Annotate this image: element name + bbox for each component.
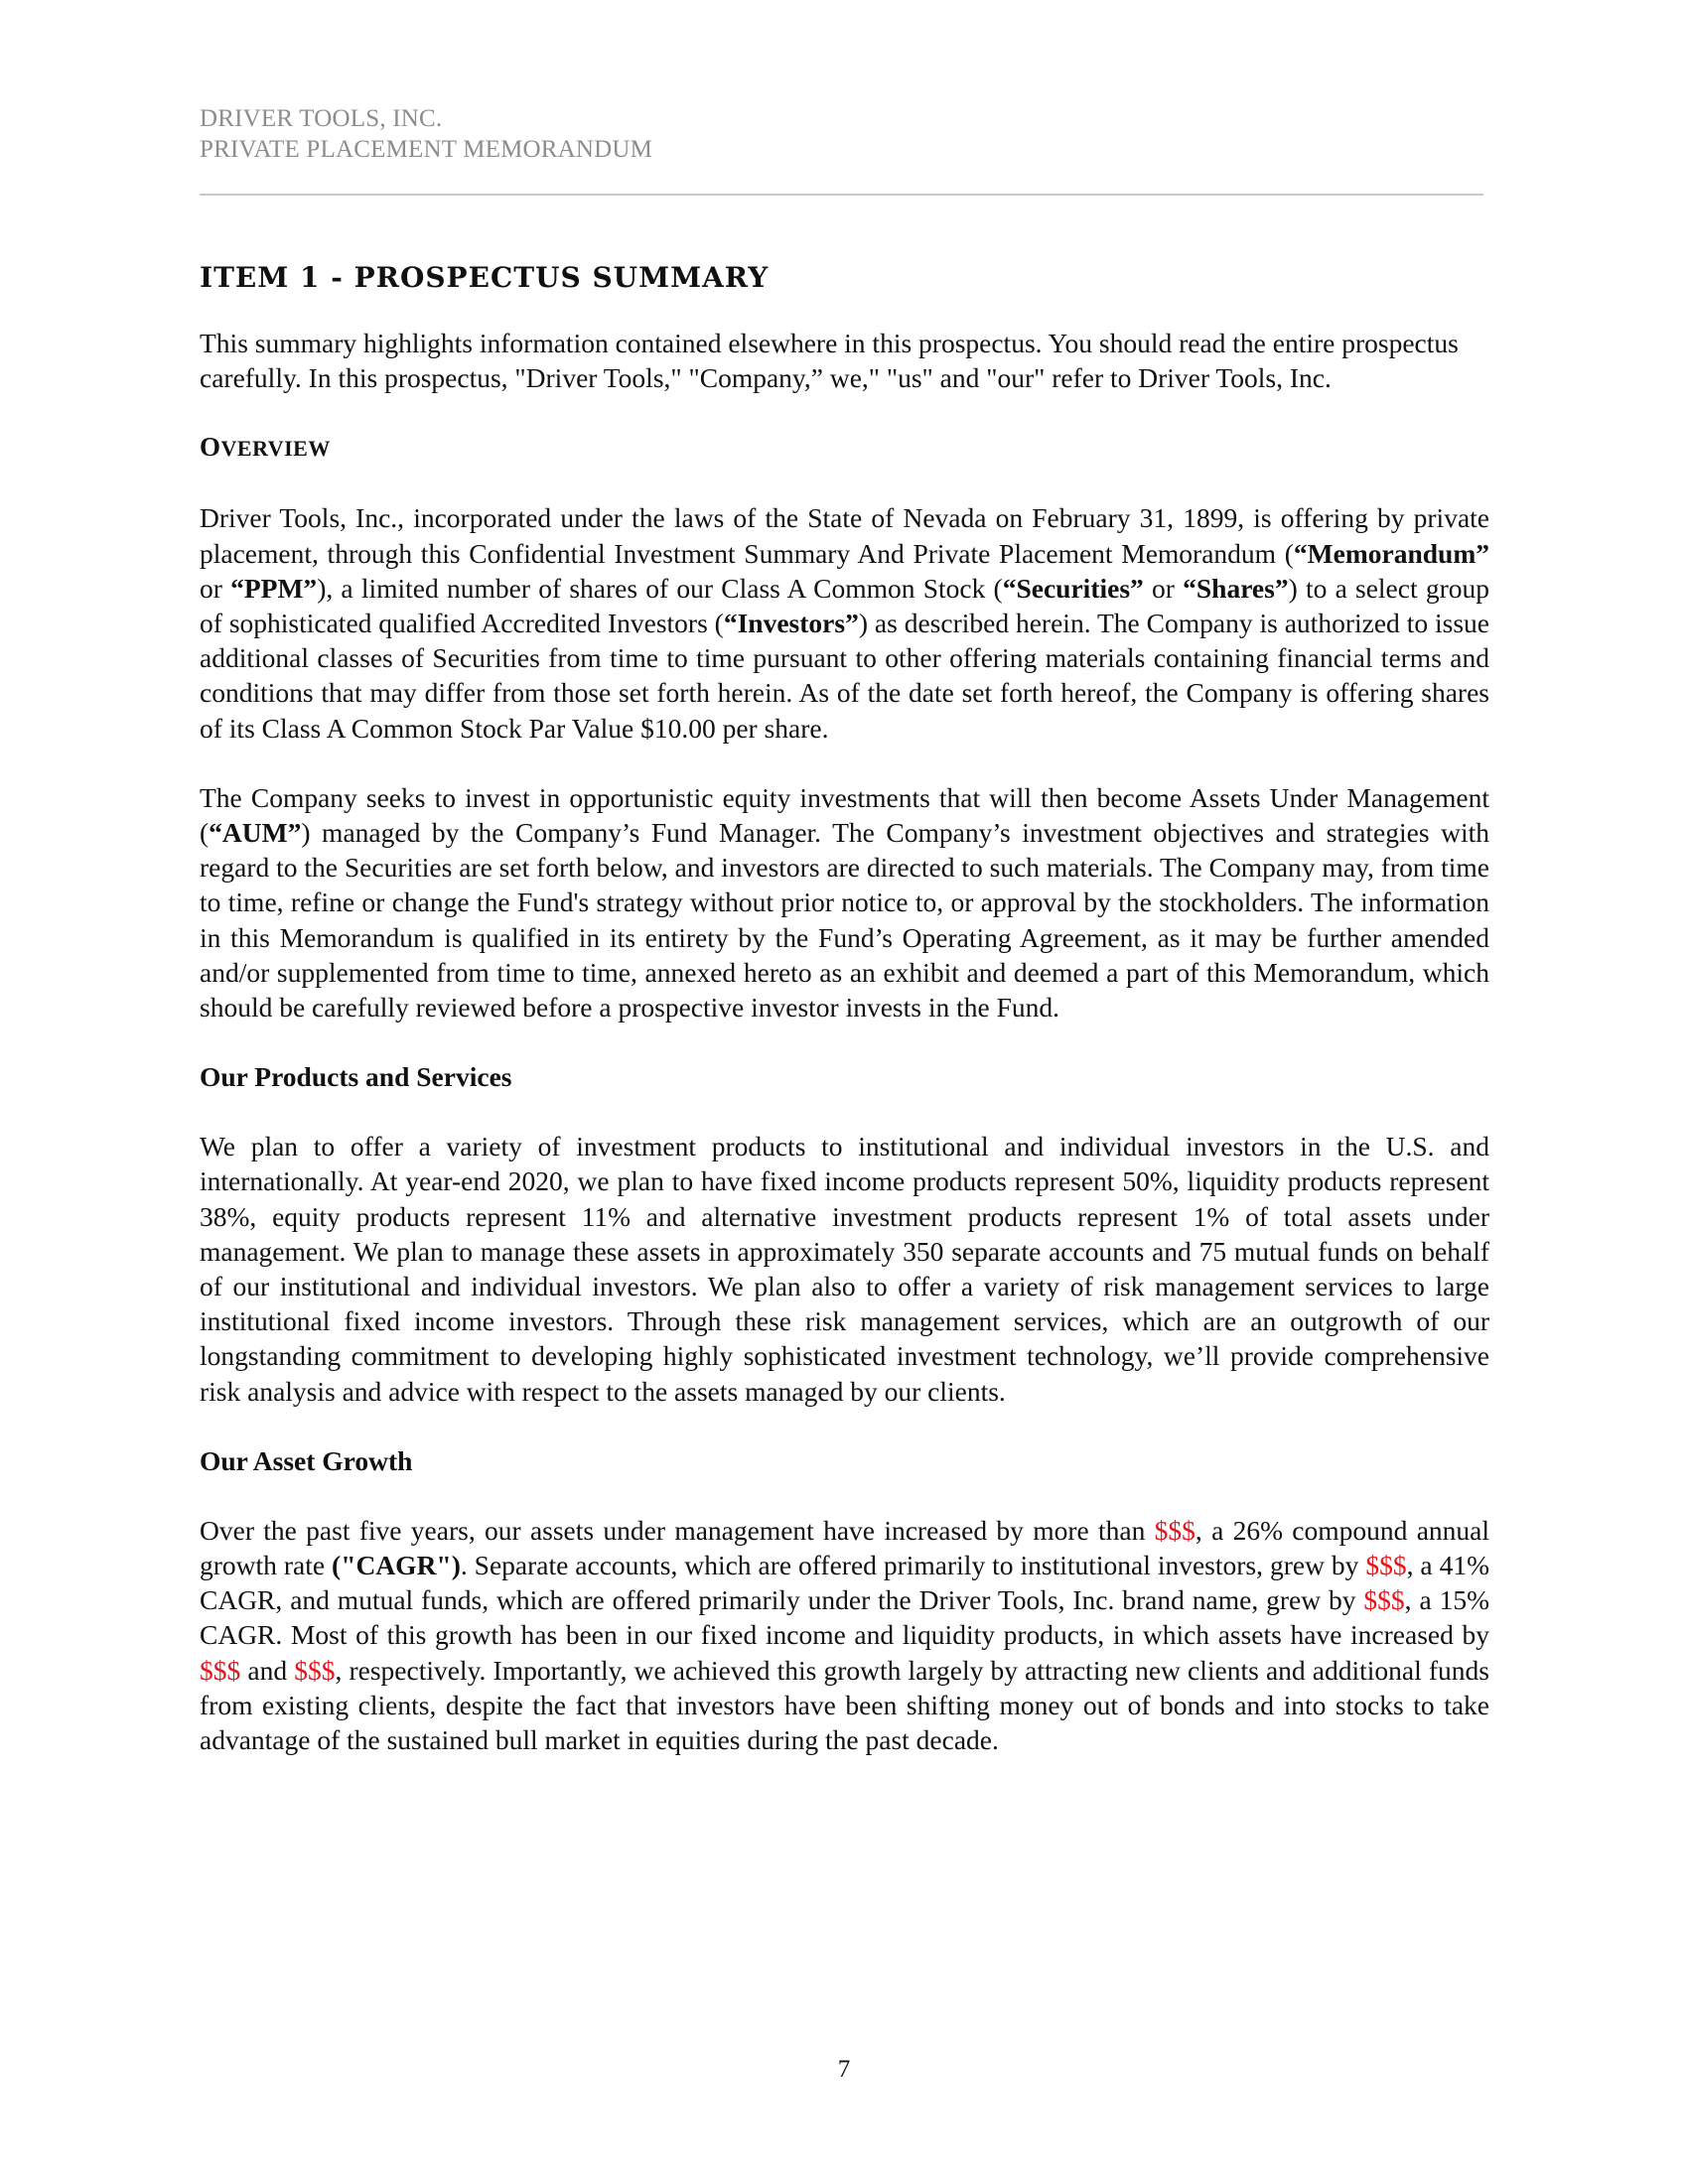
overview-heading-rest: VERVIEW — [220, 436, 331, 462]
products-paragraph: We plan to offer a variety of investment products to institutional and individual investors in the U.S. and internationally. At year-end 2020, we plan to have fixed income products represent 50%, liquidity products represent 38%, equity products represent 11% and alternative investment products represent 1% of total assets under management. We plan to manage these assets in approximately 350 separate accounts and 75 mutual funds on behalf of our institutional and individual investors. We plan also to offer a variety of risk management services to large institutional fixed income investors. Through these risk management services, which are an outgrowth of our longstanding commitment to developing highly sophisticated investment technology, we’ll provide comprehensive risk analysis and advice with respect to the assets managed by our clients. — [200, 1131, 1489, 1407]
text-run: , a 41% CAGR, and mutual funds, which are offered primarily under the Driver Tools, Inc. brand name, grew by — [200, 1550, 1489, 1616]
text-run: Driver Tools, Inc., incorporated under the laws of the State of Nevada on February 31, 1899, is offering by private placement, through this Confidential Investment Summary And Private Placement Memorandum ( — [200, 502, 1489, 569]
text-run: Over the past five years, our assets under management have increased by more than — [200, 1514, 1155, 1546]
text-run: or — [1143, 572, 1184, 604]
running-header — [200, 103, 652, 165]
defined-term-shares: “Shares” — [1183, 572, 1289, 604]
header-company-name: DRIVER TOOLS, INC. — [200, 105, 443, 132]
overview-heading-initial: O — [200, 432, 221, 463]
text-run: , respectively. Importantly, we achieved this growth largely by attracting new clients and additional funds from existing clients, despite the fact that investors have been shifting money out of bonds and into stocks to take advantage of the sustained bull market in equities during the past decade. — [200, 1654, 1489, 1756]
page-content — [200, 260, 1489, 1792]
defined-term-securities: “Securities” — [1002, 572, 1144, 604]
placeholder-amount: $$$ — [1365, 1550, 1407, 1581]
header-document-title: PRIVATE PLACEMENT MEMORANDUM — [200, 136, 653, 163]
text-run: The Company seeks to invest in opportunistic equity investments that will then become Assets Under Management ( — [200, 781, 1489, 849]
asset-growth-paragraph — [200, 1513, 1489, 1757]
text-run: , a 26% compound annual growth rate — [200, 1514, 1489, 1581]
intro-paragraph: This summary highlights information contained elsewhere in this prospectus. You should read the entire prospectus carefully. In this prospectus, "Driver Tools," "Company,” we," "us" and "our" refer to Driver Tools, Inc. — [200, 328, 1459, 394]
defined-term-aum: “AUM” — [209, 817, 302, 849]
text-run: . Separate accounts, which are offered primarily to institutional investors, grew by — [460, 1550, 1366, 1581]
text-run: or — [200, 572, 231, 604]
overview-paragraph-2 — [200, 780, 1489, 1024]
text-run: ) managed by the Company’s Fund Manager. The Company’s investment objectives and strategies with regard to the Securities are set forth below, and investors are directed to such materials. The Company may, from time to time, refine or change the Fund's strategy without prior notice to, or approval by the stockholders. The information in this Memorandum is qualified in its entirety by the Fund’s Operating Agreement, as it may be further amended and/or supplemented from time to time, annexed hereto as an exhibit and deemed a part of this Memorandum, which should be carefully reviewed before a prospective investor invests in the Fund. — [200, 817, 1489, 1024]
text-run: ) as described herein. The Company is authorized to issue additional classes of Securities from time to time pursuant to other offering materials containing financial terms and conditions that may differ from those set forth herein. As of the date set forth hereof, the Company is offering shares of its Class A Common Stock Par Value $10.00 per share. — [200, 608, 1489, 744]
text-run: , a 15% CAGR. Most of this growth has been in our fixed income and liquidity products, in which assets have increased by — [200, 1584, 1489, 1651]
placeholder-amount: $$$ — [294, 1654, 336, 1686]
placeholder-amount: $$$ — [1154, 1514, 1196, 1546]
text-run: and — [240, 1654, 295, 1686]
defined-term-investors: “Investors” — [723, 608, 859, 639]
text-run: ) to a select group of sophisticated qualified Accredited Investors ( — [200, 572, 1489, 639]
placeholder-amount: $$$ — [1363, 1584, 1405, 1616]
overview-paragraph-1 — [200, 500, 1489, 745]
item-heading: ITEM 1 - PROSPECTUS SUMMARY — [200, 261, 770, 294]
defined-term-memorandum: “Memorandum” — [1293, 537, 1489, 569]
asset-growth-heading: Our Asset Growth — [200, 1444, 413, 1476]
overview-heading — [200, 430, 1489, 466]
defined-term-ppm: “PPM” — [230, 572, 318, 604]
defined-term-cagr: ("CAGR") — [332, 1550, 461, 1581]
text-run: ), a limited number of shares of our Class A Common Stock ( — [317, 572, 1003, 604]
header-divider — [200, 194, 1483, 196]
products-heading: Our Products and Services — [200, 1061, 512, 1093]
page-number: 7 — [837, 2056, 851, 2083]
placeholder-amount: $$$ — [200, 1654, 241, 1686]
